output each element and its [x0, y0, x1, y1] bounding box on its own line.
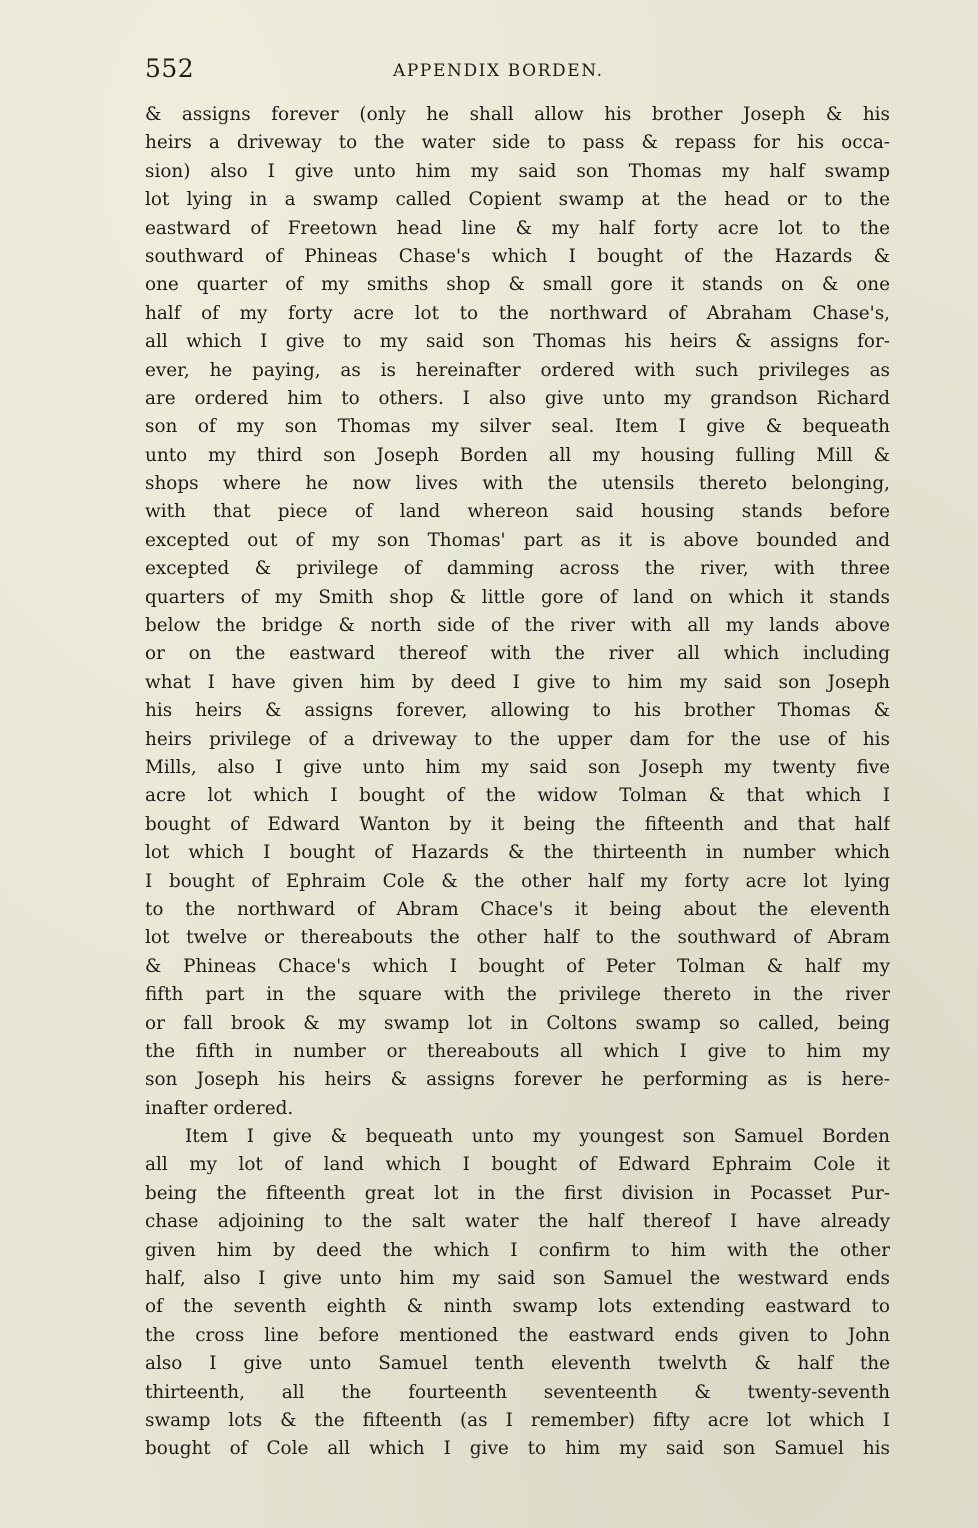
text-line: unto my third son Joseph Borden all my housing fulling Mill & — [145, 444, 890, 466]
text-line: I bought of Ephraim Cole & the other half my forty acre lot lying — [145, 870, 890, 892]
text-line: son of my son Thomas my silver seal. Item I give & bequeath — [145, 416, 890, 438]
text-line: lot which I bought of Hazards & the thirteenth in number which — [145, 842, 890, 864]
text-line: below the bridge & north side of the river with all my lands above — [145, 615, 890, 637]
text-line: with that piece of land whereon said housing stands before — [145, 501, 890, 523]
text-line: the fifth in number or thereabouts all which I give to him my — [145, 1040, 890, 1062]
text-line: all my lot of land which I bought of Edward Ephraim Cole it — [145, 1154, 890, 1176]
text-line: lot lying in a swamp called Copient swamp at the head or to the — [145, 189, 890, 211]
text-line: swamp lots & the fifteenth (as I remember) fifty acre lot which I — [145, 1409, 890, 1431]
running-title: APPENDIX BORDEN. — [393, 61, 604, 81]
text-line: bought of Cole all which I give to him my said son Samuel his — [145, 1438, 890, 1460]
text-line: or on the eastward thereof with the river all which including — [145, 643, 890, 665]
text-line: quarters of my Smith shop & little gore of land on which it stands — [145, 586, 890, 608]
text-line: heirs privilege of a driveway to the upper dam for the use of his — [145, 728, 890, 750]
text-line: acre lot which I bought of the widow Tolman & that which I — [145, 785, 890, 807]
text-line: of the seventh eighth & ninth swamp lots extending eastward to — [145, 1296, 890, 1318]
text-line: the cross line before mentioned the eastward ends given to John — [145, 1324, 890, 1346]
text-line: given him by deed the which I confirm to him with the other — [145, 1239, 890, 1261]
text-line: his heirs & assigns forever, allowing to his brother Thomas & — [145, 700, 890, 722]
text-line: one quarter of my smiths shop & small gore it stands on & one — [145, 274, 890, 296]
text-line: half, also I give unto him my said son Samuel the westward ends — [145, 1268, 890, 1290]
text-line: eastward of Freetown head line & my half forty acre lot to the — [145, 217, 890, 239]
text-line: ever, he paying, as is hereinafter ordered with such privileges as — [145, 359, 890, 381]
text-line: sion) also I give unto him my said son Thomas my half swamp — [145, 160, 890, 182]
text-line: thirteenth, all the fourteenth seventeenth & twenty-seventh — [145, 1381, 890, 1403]
text-line: all which I give to my said son Thomas his heirs & assigns for- — [145, 331, 890, 353]
text-line: what I have given him by deed I give to him my said son Joseph — [145, 671, 890, 693]
text-line: bought of Edward Wanton by it being the fifteenth and that half — [145, 813, 890, 835]
body-text — [145, 101, 890, 1464]
text-line: lot twelve or thereabouts the other half to the southward of Abram — [145, 927, 890, 949]
text-line: are ordered him to others. I also give unto my grandson Richard — [145, 387, 890, 409]
text-line: fifth part in the square with the privilege thereto in the river — [145, 984, 890, 1006]
text-line: being the fifteenth great lot in the first division in Pocasset Pur- — [145, 1182, 890, 1204]
text-line: half of my forty acre lot to the northward of Abraham Chase's, — [145, 302, 890, 324]
text-line: inafter ordered. — [145, 1097, 294, 1119]
running-head — [145, 52, 890, 86]
text-line: shops where he now lives with the utensils thereto belonging, — [145, 473, 890, 495]
text-line: chase adjoining to the salt water the half thereof I have already — [145, 1211, 890, 1233]
text-line: Mills, also I give unto him my said son Joseph my twenty five — [145, 756, 890, 778]
text-line: or fall brook & my swamp lot in Coltons swamp so called, being — [145, 1012, 890, 1034]
text-line: excepted & privilege of damming across the river, with three — [145, 558, 890, 580]
text-line: & Phineas Chace's which I bought of Peter Tolman & half my — [145, 955, 890, 977]
text-line: Item I give & bequeath unto my youngest son Samuel Borden — [185, 1126, 890, 1148]
text-line: southward of Phineas Chase's which I bought of the Hazards & — [145, 245, 890, 267]
text-line: excepted out of my son Thomas' part as it is above bounded and — [145, 529, 890, 551]
text-line: to the northward of Abram Chace's it being about the eleventh — [145, 898, 890, 920]
page-number: 552 — [145, 54, 195, 83]
text-line: & assigns forever (only he shall allow his brother Joseph & his — [145, 104, 890, 125]
text-line: heirs a driveway to the water side to pass & repass for his occa- — [145, 132, 890, 154]
text-line: also I give unto Samuel tenth eleventh twelvth & half the — [145, 1353, 890, 1375]
text-line: son Joseph his heirs & assigns forever he performing as is here- — [145, 1069, 890, 1091]
